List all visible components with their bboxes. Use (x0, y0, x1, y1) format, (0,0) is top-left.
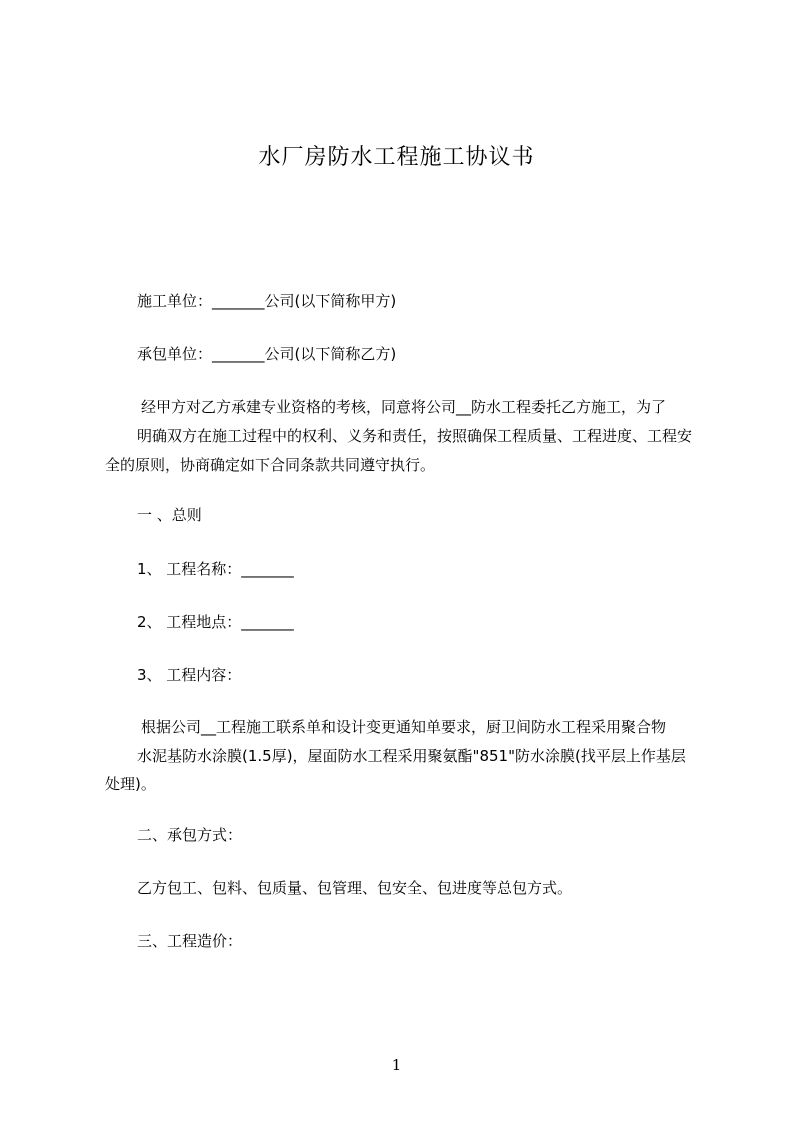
page-number: 1 (391, 1056, 402, 1074)
contract-method-text: 乙方包工、包料、包质量、包管理、包安全、包进度等总包方式。 (137, 879, 573, 897)
section-1-heading: 一 、总则 (137, 506, 202, 524)
section-2-heading: 二、承包方式： (137, 826, 243, 844)
content-line-3: 处理)。 (105, 775, 156, 793)
content-line-1: 根据公司__工程施工联系单和设计变更通知单要求，厨卫间防水工程采用聚合物 (141, 718, 667, 736)
project-content-item: 3、 工程内容： (137, 666, 242, 684)
project-location-item: 2、 工程地点：_______ (137, 613, 294, 631)
intro-line-3: 全的原则，协商确定如下合同条款共同遵守执行。 (105, 456, 436, 474)
intro-line-1: 经甲方对乙方承建专业资格的考核，同意将公司__防水工程委托乙方施工，为了 (141, 398, 667, 416)
project-name-item: 1、 工程名称：_______ (137, 560, 294, 578)
contractor-line: 施工单位：_______公司(以下简称甲方) (137, 292, 397, 310)
section-3-heading: 三、工程造价： (137, 932, 243, 950)
subcontractor-line: 承包单位：_______公司(以下简称乙方) (137, 345, 397, 363)
intro-line-2: 明确双方在施工过程中的权利、义务和责任，按照确保工程质量、工程进度、工程安 (137, 427, 693, 445)
content-line-2: 水泥基防水涂膜(1.5厚)，屋面防水工程采用聚氨酯"851"防水涂膜(找平层上作基层 (137, 747, 686, 765)
document-title: 水厂房防水工程施工协议书 (258, 145, 535, 170)
